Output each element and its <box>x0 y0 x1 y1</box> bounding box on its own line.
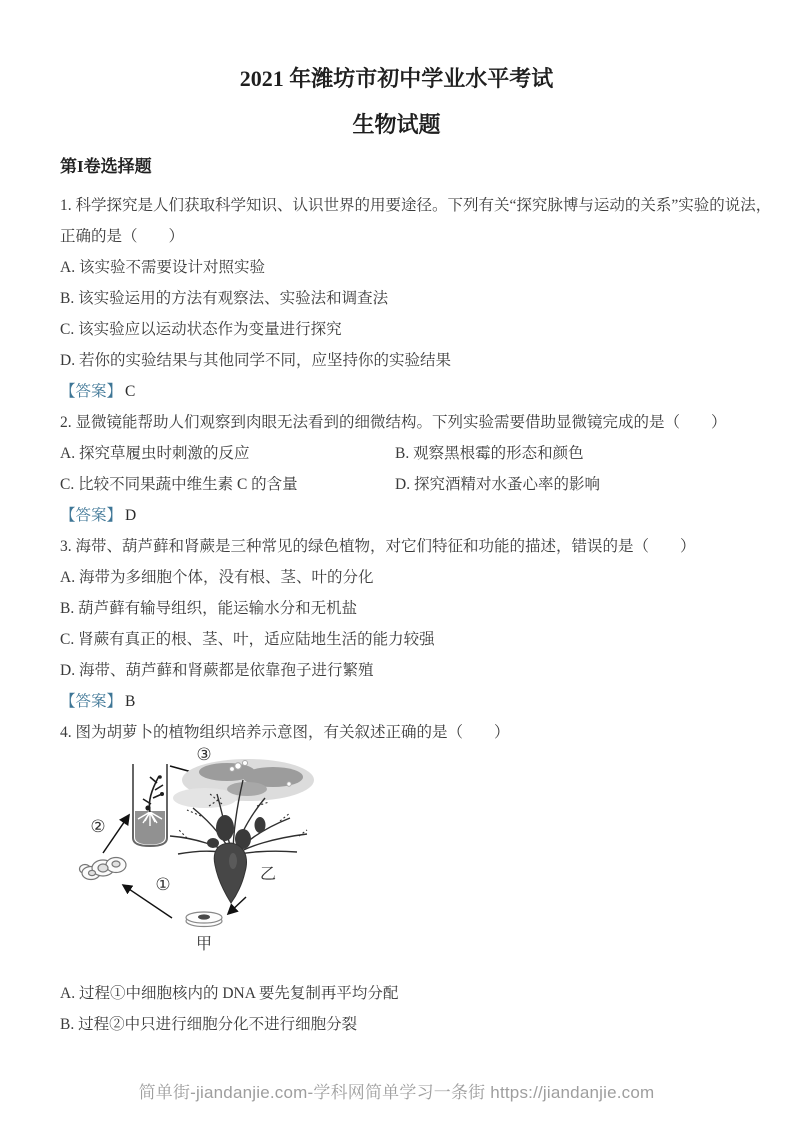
section-header: 第I卷选择题 <box>60 157 152 176</box>
q1-answer-value: C <box>125 383 136 400</box>
q2-option-b: B. 观察黑根霉的形态和颜色 <box>395 445 584 462</box>
test-tube <box>133 764 167 846</box>
step3-label: ③ <box>196 746 212 764</box>
q2-option-c: C. 比较不同果蔬中维生素 C 的含量 <box>60 476 298 493</box>
q3-option-b: B. 葫芦藓有输导组织，能运输水分和无机盐 <box>60 600 358 617</box>
callus-cells <box>80 858 127 880</box>
q1-option-c: C. 该实验应以运动状态作为变量进行探究 <box>60 321 342 338</box>
dish-label: 甲 <box>195 936 213 953</box>
step2-label: ② <box>90 817 106 836</box>
q3-stem: 3. 海带、葫芦藓和肾蕨是三种常见的绿色植物，对它们特征和功能的描述，错误的是（ ） <box>60 538 696 555</box>
q1-option-b: B. 该实验运用的方法有观察法、实验法和调查法 <box>60 290 389 307</box>
question-list <box>60 190 772 1040</box>
page-subtitle: 生物试题 <box>352 112 441 137</box>
step1-label: ① <box>155 875 171 894</box>
q1-stem: 1. 科学探究是人们获取科学知识、认识世界的用要途径。下列有关“探究脉博与运动的关系”实验的说法， <box>60 197 772 214</box>
q2-option-a: A. 探究草履虫时刺激的反应 <box>60 445 250 462</box>
page-title: 2021 年潍坊市初中学业水平考试 <box>239 66 554 91</box>
petri-dish <box>186 912 222 927</box>
q2-options-row-1 <box>60 438 753 469</box>
tissue-culture-svg <box>75 746 337 968</box>
q3-answer-value: B <box>125 693 136 710</box>
tissue-culture-diagram <box>60 746 753 978</box>
q2-answer-line <box>60 500 753 531</box>
q1-option-a: A. 该实验不需要设计对照实验 <box>60 259 265 276</box>
q2-options-row-2 <box>60 469 753 500</box>
q4-option-b: B. 过程②中只进行细胞分化不进行细胞分裂 <box>60 1016 358 1033</box>
arrow-step2 <box>103 815 129 853</box>
carrot-plant-illustration <box>170 759 314 903</box>
q3-option-c: C. 肾蕨有真正的根、茎、叶，适应陆地生活的能力较强 <box>60 631 435 648</box>
q1-option-d: D. 若你的实验结果与其他同学不同，应坚持你的实验结果 <box>60 352 451 369</box>
q4-stem: 4. 图为胡萝卜的植物组织培养示意图，有关叙述正确的是（ ） <box>60 724 510 741</box>
q1-answer-line <box>60 376 753 407</box>
q2-option-d: D. 探究酒精对水蚤心率的影响 <box>395 476 600 493</box>
q3-answer-line <box>60 686 753 717</box>
q3-option-a: A. 海带为多细胞个体，没有根、茎、叶的分化 <box>60 569 374 586</box>
answer-label: 【答案】 <box>60 507 123 524</box>
footer-watermark: 简单街-jiandanjie.com-学科网简单学习一条街 https://jiandanjie.com <box>138 1083 655 1102</box>
q4-option-a: A. 过程①中细胞核内的 DNA 要先复制再平均分配 <box>60 985 399 1002</box>
answer-label: 【答案】 <box>60 693 123 710</box>
plant-label: 乙 <box>260 866 277 883</box>
carrot-root <box>214 843 246 903</box>
q2-stem: 2. 显微镜能帮助人们观察到肉眼无法看到的细微结构。下列实验需要借助显微镜完成的是（ ） <box>60 414 727 431</box>
answer-label: 【答案】 <box>60 383 123 400</box>
q2-answer-value: D <box>125 507 137 524</box>
q3-option-d: D. 海带、葫芦藓和肾蕨都是依靠孢子进行繁殖 <box>60 662 374 679</box>
q1-stem-cont: 正确的是（ ） <box>60 228 185 245</box>
